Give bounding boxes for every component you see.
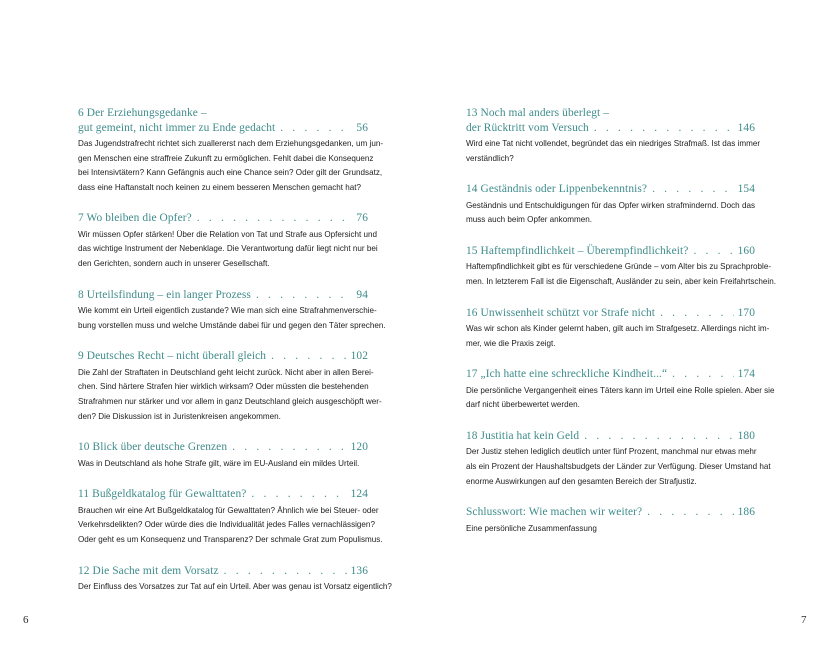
toc-entry-title: 10 Blick über deutsche Grenzen	[78, 441, 228, 454]
toc-entry-description	[466, 522, 755, 537]
description-line: Haftempfindlichkeit gibt es für verschiedene Gründe – vom Alter bis zu Sprachproble-	[466, 262, 772, 272]
dot-leader	[280, 121, 352, 136]
toc-entry-heading[interactable]	[78, 487, 368, 502]
toc-entry-description	[78, 457, 368, 472]
toc-entry-description	[78, 580, 392, 595]
toc-entry-heading[interactable]	[466, 505, 755, 520]
toc-entry[interactable]	[466, 182, 755, 228]
description-line: Brauchen wir eine Art Bußgeldkatalog für Gewalttaten? Ähnlich wie bei Steuer- oder	[78, 505, 379, 515]
description-line: Wird eine Tat nicht vollendet, begründet das ein niedriges Strafmaß. Ist das immer	[466, 139, 761, 148]
toc-entry-title: gut gemeint, nicht immer zu Ende gedacht	[78, 121, 276, 134]
toc-entry-page-number: 174	[737, 368, 755, 381]
dot-leader	[693, 244, 733, 259]
toc-entry-page-number: 160	[737, 244, 755, 257]
toc-entry-page-number: 102	[350, 350, 368, 363]
toc-entry-title: der Rücktritt vom Versuch	[466, 121, 589, 134]
description-line: gen Menschen eine straffreie Zukunft zu ermöglichen. Fehlt dabei die Konsequenz	[78, 153, 374, 163]
toc-entry-page-number: 56	[356, 121, 368, 134]
toc-entry-description	[466, 260, 776, 289]
toc-entry-page-number: 76	[356, 212, 368, 225]
toc-entry-title: 16 Unwissenheit schützt vor Strafe nicht	[466, 306, 656, 319]
description-line: Der Einfluss des Vorsatzes zur Tat auf ein Urteil. Aber was genau ist Vorsatz eigentlich?	[78, 582, 392, 592]
description-line: verständlich?	[466, 153, 514, 163]
description-line: Wie kommt ein Urteil eigentlich zustande? Wie man sich eine Strafrahmenverschie-	[78, 306, 377, 316]
toc-entry-title: 9 Deutsches Recht – nicht überall gleich	[78, 350, 267, 363]
description-line: Oder geht es um Konsequenz und Transparenz? Der schmale Grat zum Populismus.	[78, 535, 383, 544]
toc-entry-page-number: 154	[737, 183, 755, 196]
dot-leader	[232, 440, 346, 455]
description-line: mer, wie die Praxis zeigt.	[466, 338, 556, 348]
toc-entry-heading[interactable]	[78, 440, 368, 455]
toc-entry-heading[interactable]	[78, 211, 368, 226]
toc-entry-page-number: 146	[737, 121, 755, 134]
toc-entry[interactable]	[466, 367, 775, 413]
toc-entry[interactable]	[78, 564, 392, 595]
toc-entry-page-number: 186	[737, 506, 755, 519]
description-line: enorme Auswirkungen auf den gesamten Bereich der Strafjustiz.	[466, 476, 697, 486]
toc-entry-page-number: 136	[350, 564, 368, 577]
dot-leader	[672, 367, 733, 382]
toc-entry-description	[466, 384, 775, 413]
toc-entry-heading[interactable]	[78, 349, 368, 364]
toc-entry-description	[78, 228, 378, 272]
dot-leader	[256, 288, 352, 303]
dot-leader	[251, 487, 346, 502]
dot-leader	[652, 182, 734, 197]
dot-leader	[647, 505, 733, 520]
toc-entry-description	[466, 322, 770, 351]
description-line: Verkehrsdelikten? Oder würde dies die Individualität jedes Falles vernachlässigen?	[78, 520, 375, 530]
description-line: Geständnis und Entschuldigungen für das Opfer wirken strafmindernd. Doch das	[466, 200, 755, 210]
description-line: Die Zahl der Straftaten in Deutschland geht leicht zurück. Nicht aber in allen Berei-	[78, 367, 374, 377]
left-page-number: 6	[23, 614, 29, 626]
description-line: men. In letzterem Fall ist die Eigenschaft, Ausländer zu sein, aber kein Freifahrtschein.	[466, 276, 776, 286]
description-line: Das Jugendstrafrecht richtet sich zuallererst nach dem Erziehungsgedanken, um jun-	[78, 139, 384, 148]
toc-entry[interactable]	[466, 106, 761, 166]
toc-entry[interactable]	[78, 440, 368, 471]
toc-entry-description	[466, 137, 761, 166]
description-line: darf nicht überbewertet werden.	[466, 400, 580, 410]
toc-entry-heading[interactable]	[466, 244, 755, 259]
description-line: bei Intensivtätern? Kann Gefängnis auch eine Chance sein? Oder gilt der Grundsatz,	[78, 168, 383, 178]
dot-leader	[197, 211, 353, 226]
toc-entry-heading[interactable]	[466, 182, 755, 197]
toc-entry-title: 14 Geständnis oder Lippenbekenntnis?	[466, 183, 648, 196]
toc-entry[interactable]	[78, 487, 383, 547]
description-line: den? Die Diskussion ist in Juristenkreisen angekommen.	[78, 411, 281, 421]
description-line: den Gerichten, sondern auch in unserer Gesellschaft.	[78, 259, 270, 269]
toc-entry[interactable]	[78, 211, 378, 271]
toc-entry-title: 13 Noch mal anders überlegt –	[466, 107, 610, 119]
dot-leader	[584, 429, 733, 444]
toc-entry-title: 18 Justitia hat kein Geld	[466, 429, 580, 442]
description-line: muss auch beim Opfer ankommen.	[466, 215, 592, 225]
toc-entry[interactable]	[466, 505, 755, 536]
toc-entry-title: 8 Urteilsfindung – ein langer Prozess	[78, 288, 251, 301]
toc-entry-title: 12 Die Sache mit dem Vorsatz	[78, 564, 219, 577]
dot-leader	[660, 306, 734, 321]
toc-entry-heading[interactable]	[466, 367, 755, 382]
toc-entry-heading[interactable]	[466, 306, 755, 321]
description-line: Der Justiz stehen lediglich deutlich unter fünf Prozent, manchmal nur etwas mehr	[466, 447, 757, 457]
toc-entry-description	[78, 137, 384, 195]
toc-entry[interactable]	[466, 429, 771, 489]
toc-entry[interactable]	[466, 244, 776, 290]
description-line: dass eine Haftanstalt noch keinen zu einem besseren Menschen gemacht hat?	[78, 182, 362, 192]
toc-entry[interactable]	[78, 288, 386, 334]
toc-entry-description	[78, 304, 386, 333]
description-line: das wichtige Instrument der Nebenklage. Die Verantwortung dafür liegt nicht nur bei	[78, 244, 378, 254]
toc-entry-page-number: 180	[737, 429, 755, 442]
dot-leader	[594, 121, 734, 136]
description-line: Wir müssen Opfer stärken! Über die Relation von Tat und Strafe aus Opfersicht und	[78, 229, 378, 239]
right-page-toc	[466, 106, 776, 552]
description-line: Was wir schon als Kinder gelernt haben, gilt auch im Strafgesetz. Allerdings nicht im-	[466, 324, 770, 334]
toc-entry-page-number: 170	[737, 306, 755, 319]
toc-entry-description	[466, 445, 771, 489]
description-line: bung vorstellen muss und welche Umstände dabei für und gegen den Täter sprechen.	[78, 320, 386, 330]
toc-entry-page-number: 120	[350, 441, 368, 454]
toc-entry-title: 6 Der Erziehungsgedanke –	[78, 107, 207, 119]
description-line: Strafrahmen nur stärker und vor allem in ganz Deutschland gleich ausgeschöpft wer-	[78, 397, 382, 407]
toc-entry-heading[interactable]	[78, 288, 368, 303]
toc-entry-page-number: 94	[356, 288, 368, 301]
toc-entry-title: 17 „Ich hatte eine schreckliche Kindheit...“	[466, 368, 668, 381]
description-line: chen. Sind härtere Strafen hier wirklich wirksam? Oder müssten die bestehenden	[78, 382, 369, 392]
toc-entry-heading[interactable]	[466, 429, 755, 444]
toc-entry-heading[interactable]	[78, 106, 368, 135]
description-line: als ein Prozent der Haushaltsbudgets der Länder zur Verfügung. Dieser Umstand hat	[466, 462, 771, 472]
toc-entry-title: 7 Wo bleiben die Opfer?	[78, 212, 192, 225]
toc-entry[interactable]	[78, 106, 384, 195]
toc-entry[interactable]	[78, 349, 382, 424]
toc-entry-heading[interactable]	[466, 106, 755, 135]
right-page-number: 7	[801, 614, 807, 626]
left-page-toc	[78, 106, 392, 611]
toc-entry-title: Schlusswort: Wie machen wir weiter?	[466, 506, 643, 519]
toc-entry-page-number: 124	[350, 488, 368, 501]
description-line: Was in Deutschland als hohe Strafe gilt, wäre im EU-Ausland ein mildes Urteil.	[78, 458, 360, 468]
dot-leader	[224, 564, 347, 579]
description-line: Eine persönliche Zusammenfassung	[466, 523, 597, 533]
toc-entry-description	[466, 199, 755, 228]
toc-entry[interactable]	[466, 306, 770, 352]
dot-leader	[271, 349, 347, 364]
toc-entry-description	[78, 366, 382, 424]
description-line: Die persönliche Vergangenheit eines Täters kann im Urteil eine Rolle spielen. Aber sie	[466, 385, 775, 395]
toc-entry-heading[interactable]	[78, 564, 368, 579]
toc-entry-description	[78, 504, 383, 548]
toc-entry-title: 15 Haftempfindlichkeit – Überempfindlichkeit?	[466, 244, 689, 257]
toc-entry-title: 11 Bußgeldkatalog für Gewalttaten?	[78, 488, 247, 501]
